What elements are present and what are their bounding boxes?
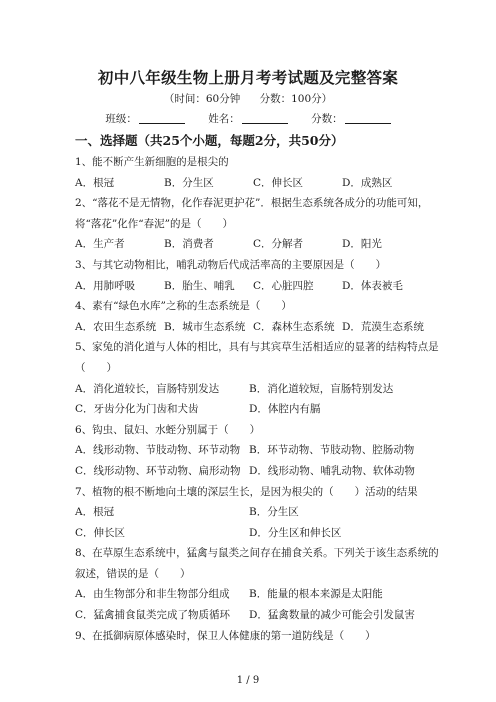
option: B．城市生态系统 [164, 320, 246, 333]
option: C．伸长区 [253, 176, 304, 189]
score-label: 分数： [311, 113, 343, 125]
option: D．成熟区 [342, 176, 393, 189]
question-stem: 8、在草原生态系统中，猛禽与鼠类之间存在捕食关系。下列关于该生态系统的 [75, 547, 439, 560]
option: A．由生物部分和非生物部分组成 [75, 588, 230, 601]
time-limit: （时间：60分钟 [163, 93, 241, 105]
option-row [75, 276, 431, 297]
option: D．体腔内有膈 [249, 403, 321, 416]
question-stem: 4、素有“绿色水库”之称的生态系统是（ ） [75, 300, 292, 313]
option-row [75, 173, 431, 194]
option: D．阳光 [342, 238, 382, 251]
name-blank [242, 123, 288, 124]
option-row [75, 605, 431, 626]
option-row [75, 234, 431, 255]
option: A．根冠 [75, 506, 115, 519]
option-row [75, 399, 431, 420]
option: A．生产者 [75, 238, 125, 251]
option: C．牙齿分化为门齿和犬齿 [75, 403, 199, 416]
option-row [75, 461, 431, 482]
option: A．消化道较长，盲肠特别发达 [75, 382, 220, 395]
option: C．分解者 [253, 238, 304, 251]
option: A．线形动物、节肢动物、环节动物 [75, 444, 241, 457]
option-row [75, 584, 431, 605]
student-info [0, 111, 496, 126]
option-row [75, 440, 431, 461]
question-stem: 2、“落花不是无情物，化作春泥更护花”．根据生态系统各成分的功能可知， [75, 197, 429, 210]
option: D．猛禽数量的减少可能会引发鼠害 [249, 609, 415, 622]
option: D．分生区和伸长区 [249, 526, 342, 539]
option: A．农田生态系统 [75, 320, 157, 333]
question-list [75, 152, 439, 646]
total-score: 分数：100分） [259, 93, 333, 105]
question-stem: 3、与其它动物相比，哺乳动物后代成活率高的主要原因是（ ） [75, 258, 387, 271]
option: D．荒漠生态系统 [342, 320, 424, 333]
question-stem: 9、在抵御病原体感染时，保卫人体健康的第一道防线是（ ） [75, 629, 376, 642]
question-stem: 1、能不断产生新细胞的是根尖的 [75, 156, 229, 168]
option-row [75, 379, 431, 400]
option: B．消费者 [164, 238, 214, 251]
option: B．环节动物、节肢动物、腔肠动物 [249, 444, 415, 457]
option: C．线形动物、环节动物、扁形动物 [75, 464, 241, 477]
class-label: 班级： [105, 113, 137, 125]
score-blank [345, 123, 391, 124]
option: B．能量的根本来源是太阳能 [249, 588, 383, 601]
option-row [75, 523, 431, 544]
question-stem: 6、钩虫、鼠妇、水蛭分别属于（ ） [75, 423, 261, 436]
option-row [75, 317, 431, 338]
class-blank [139, 123, 185, 124]
option: A．用肺呼吸 [75, 279, 136, 292]
option: C．猛禽捕食鼠类完成了物质循环 [75, 609, 231, 622]
option: D．体表被毛 [342, 279, 403, 292]
option: B．分生区 [164, 176, 214, 189]
question-stem: 叙述，错误的是（ ） [75, 567, 191, 580]
exam-subtitle [0, 91, 496, 106]
question-stem: （ ） [75, 361, 117, 374]
question-stem: 7、植物的根不断地向土壤的深层生长，是因为根尖的（ ）活动的结果 [75, 485, 418, 498]
page-number: 1 / 9 [236, 675, 260, 686]
option: D．线形动物、哺乳动物、软体动物 [249, 464, 415, 477]
section-title: 一、选择题（共25个小题，每题2分，共50分） [75, 133, 344, 148]
option: A．根冠 [75, 176, 115, 189]
option: C．森林生态系统 [253, 320, 335, 333]
option: B．分生区 [249, 506, 299, 519]
question-stem: 5、家兔的消化道与人体的相比，具有与其宾草生活相适应的显著的结构特点是 [75, 341, 439, 354]
option: B．胎生、哺乳 [164, 279, 235, 292]
page-title: 初中八年级生物上册月考考试题及完整答案 [97, 68, 399, 87]
option: C．心脏四腔 [253, 279, 314, 292]
name-label: 姓名： [208, 113, 240, 125]
option: B．消化道较短，盲肠特别发达 [249, 382, 394, 395]
option: C．伸长区 [75, 526, 126, 539]
question-stem: 将“落花”化作“春泥”的是（ ） [75, 217, 233, 230]
option-row [75, 502, 431, 523]
